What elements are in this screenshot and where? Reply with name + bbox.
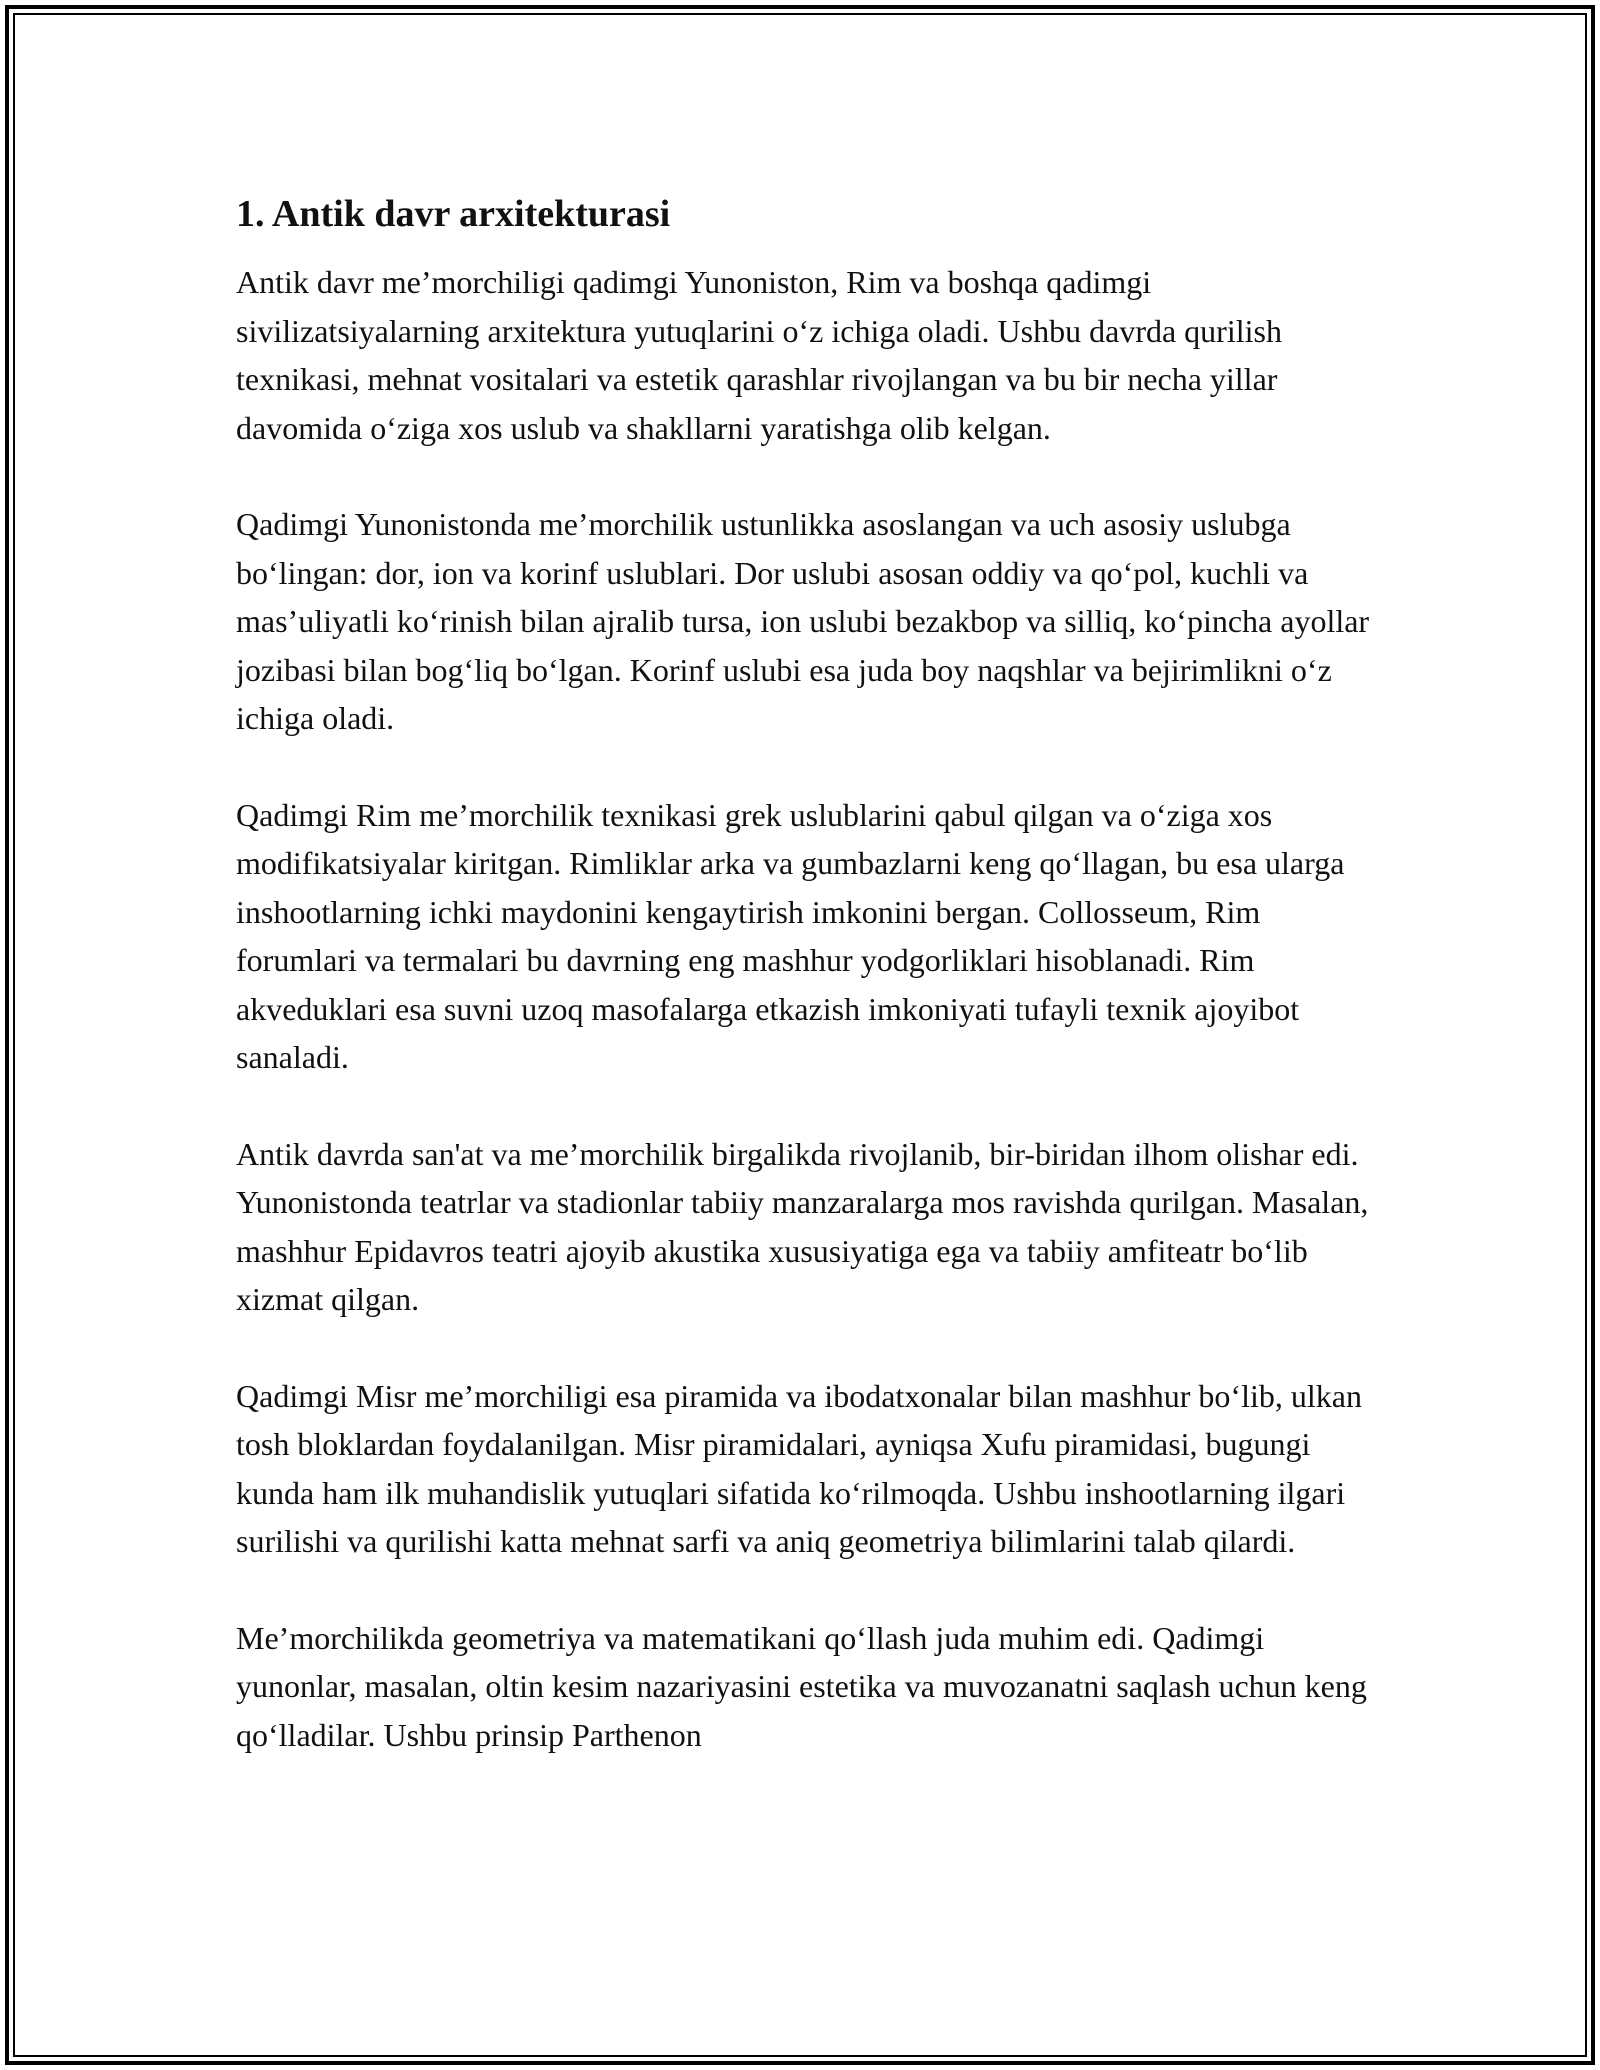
paragraph-3: Qadimgi Rim me’morchilik texnikasi grek uslublarini qabul qilgan va o‘ziga xos modifikatsiyalar kiritgan. Rimliklar arka va gumbazlarni keng qo‘llagan, bu esa ularga inshootlarning ichki maydonini kengaytirish imkonini bergan. Collosseum, Rim forumlari va termalari bu davrning eng mashhur yodgorliklari hisoblanadi. Rim akveduklari esa suvni uzoq masofalarga etkazish imkoniyati tufayli texnik ajoyibot sanaladi. bbox=[236, 796, 1345, 1075]
document-body bbox=[236, 186, 1376, 1807]
paragraph-5: Qadimgi Misr me’morchiligi esa piramida va ibodatxonalar bilan mashhur bo‘lib, ulkan tosh bloklardan foydalanilgan. Misr piramidalari, ayniqsa Xufu piramidasi, bugungi kunda ham ilk muhandislik yutuqlari sifatida ko‘rilmoqda. Ushbu inshootlarning ilgari surilishi va qurilishi katta mehnat sarfi va aniq geometriya bilimlarini talab qilardi. bbox=[236, 1377, 1362, 1559]
paragraph-4: Antik davrda san'at va me’morchilik birgalikda rivojlanib, bir-biridan ilhom olishar edi. Yunonistonda teatrlar va stadionlar tabiiy manzaralarga mos ravishda qurilgan. Masalan, mashhur Epidavros teatri ajoyib akustika xususiyatiga ega va tabiiy amfiteatr bo‘lib xizmat qilgan. bbox=[236, 1135, 1369, 1317]
paragraph-6: Me’morchilikda geometriya va matematikani qo‘llash juda muhim edi. Qadimgi yunonlar, masalan, oltin kesim nazariyasini estetika va muvozanatni saqlash uchun keng qo‘lladilar. Ushbu prinsip Parthenon bbox=[236, 1619, 1367, 1753]
paragraph-1: Antik davr me’morchiligi qadimgi Yunoniston, Rim va boshqa qadimgi sivilizatsiyalarning arxitektura yutuqlarini o‘z ichiga oladi. Ushbu davrda qurilish texnikasi, mehnat vositalari va estetik qarashlar rivojlangan va bu bir necha yillar davomida o‘ziga xos uslub va shakllarni yaratishga olib kelgan. bbox=[236, 264, 1282, 446]
paragraph-2: Qadimgi Yunonistonda me’morchilik ustunlikka asoslangan va uch asosiy uslubga bo‘lingan: dor, ion va korinf uslublari. Dor uslubi asosan oddiy va qo‘pol, kuchli va mas’uliyatli ko‘rinish bilan ajralib tursa, ion uslubi bezakbop va silliq, ko‘pincha ayollar jozibasi bilan bog‘liq bo‘lgan. Korinf uslubi esa juda boy naqshlar va bejirimlikni o‘z ichiga oladi. bbox=[236, 506, 1370, 736]
section-heading: 1. Antik davr arxitekturasi bbox=[236, 193, 671, 235]
